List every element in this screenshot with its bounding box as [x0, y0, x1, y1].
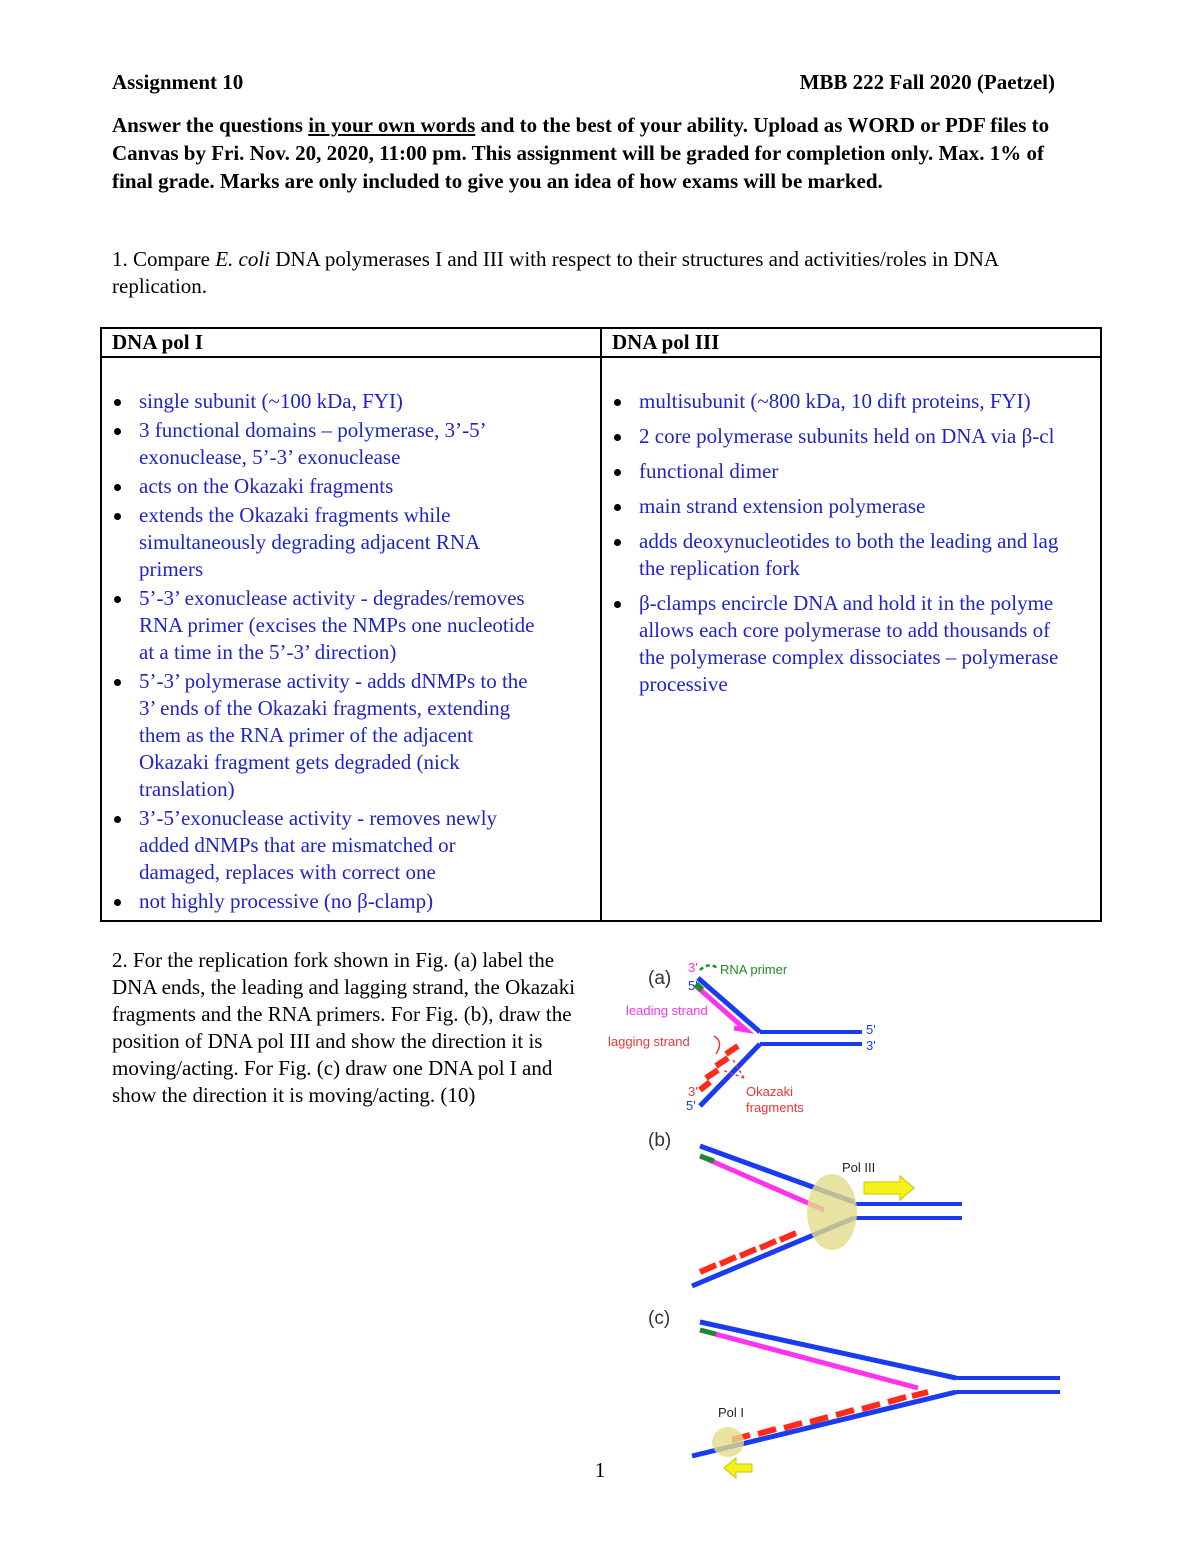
dna-strand [700, 1322, 956, 1378]
bullet-text: simultaneously degrading adjacent RNA [139, 530, 481, 554]
comparison-table [100, 327, 1102, 922]
bullet-dot-icon [114, 484, 121, 491]
instructions-part1: Answer the questions [112, 113, 309, 137]
okazaki-fragments-c [732, 1392, 928, 1440]
page-number: 1 [594, 1458, 606, 1482]
okazaki-fragments-b [700, 1233, 796, 1272]
replication-fork-figure [600, 950, 1080, 1490]
bullet-dot-icon [114, 816, 121, 823]
bullet-item [102, 888, 534, 915]
bullet-item-continued [102, 776, 534, 803]
bullet-item [102, 502, 534, 529]
bullet-text: RNA primer (excises the NMPs one nucleotide [139, 613, 535, 637]
end-5-bottom-a: 5' [686, 1098, 696, 1113]
bullet-item [602, 528, 1058, 555]
bullet-dot-icon [614, 539, 621, 546]
pol3-direction-arrow [864, 1176, 914, 1200]
assignment-title: Assignment 10 [112, 70, 244, 94]
rna-primer-label: RNA primer [720, 962, 788, 977]
panel-a-label: (a) [648, 968, 672, 989]
panel-a [608, 960, 876, 1115]
bullet-item-continued [102, 749, 534, 776]
bullet-item-continued [102, 529, 534, 556]
course-info: MBB 222 Fall 2020 (Paetzel) [799, 70, 1055, 94]
leading-strand-label: leading strand [626, 1003, 708, 1018]
bullet-text: processive [639, 672, 728, 696]
bullet-dot-icon [114, 399, 121, 406]
bullet-dot-icon [114, 596, 121, 603]
bullet-item-continued [102, 695, 534, 722]
bullet-text: not highly processive (no β-clamp) [139, 889, 434, 913]
pol1-list [102, 388, 534, 917]
bullet-text: main strand extension polymerase [639, 494, 926, 518]
bullet-text: translation) [139, 777, 235, 801]
bullet-text: extends the Okazaki fragments while [139, 503, 451, 527]
pol3-enzyme [807, 1174, 857, 1250]
bullet-text: single subunit (~100 kDa, FYI) [139, 389, 403, 413]
bullet-item-continued [102, 556, 534, 583]
bullet-item [602, 590, 1058, 617]
bullet-item [602, 493, 1058, 520]
leading-strand-line [700, 1330, 918, 1388]
okazaki-label-line2: fragments [746, 1100, 804, 1115]
end-5-right-a: 5' [866, 1022, 876, 1037]
end-5-top-a: 5' [688, 978, 698, 993]
bullet-dot-icon [614, 399, 621, 406]
pol1-enzyme [712, 1427, 744, 1457]
bullet-text: adds deoxynucleotides to both the leading and lag [639, 529, 1059, 553]
panel-b [648, 1130, 962, 1286]
bullet-text: damaged, replaces with correct one [139, 860, 436, 884]
question-1-prefix: 1. Compare [112, 247, 216, 271]
bullet-item [602, 423, 1058, 450]
bullet-item-continued [102, 612, 534, 639]
pol3-label: Pol III [842, 1160, 876, 1175]
bullet-dot-icon [614, 601, 621, 608]
end-3-top-a: 3' [688, 960, 698, 975]
bullet-dot-icon [614, 434, 621, 441]
bullet-item [602, 458, 1058, 485]
bullet-item-continued [102, 722, 534, 749]
bullet-item [102, 668, 534, 695]
bullet-item-continued [102, 832, 534, 859]
bullet-item-continued [602, 671, 1058, 698]
table-header-pol3: DNA pol III [601, 328, 1101, 357]
bullet-text: exonuclease, 5’-3’ exonuclease [139, 445, 401, 469]
bullet-dot-icon [114, 679, 121, 686]
instructions-underlined: in your own words [308, 113, 476, 137]
bullet-item-continued [602, 555, 1058, 582]
question-1-species: E. coli [215, 247, 271, 271]
bullet-item-continued [102, 444, 534, 471]
pol3-list [602, 388, 1058, 706]
bullet-text: β-clamps encircle DNA and hold it in the polyme [639, 591, 1054, 615]
bullet-item [102, 473, 534, 500]
question-2: 2. For the replication fork shown in Fig. (a) label the DNA ends, the leading and lagging strand, the Okazaki fragments and the RNA primers. For Fig. (b), draw the position of DNA pol III and show the direction it is moving/acting. For Fig. (c) draw one DNA pol I and show the direction it is moving/acting. (10) [112, 948, 576, 1107]
bullet-text: at a time in the 5’-3’ direction) [139, 640, 397, 664]
bullet-text: 3 functional domains – polymerase, 3’-5’ [139, 418, 487, 442]
question-1 [112, 246, 1072, 300]
bullet-text: 2 core polymerase subunits held on DNA via β-cl [639, 424, 1055, 448]
bullet-dot-icon [614, 504, 621, 511]
end-3-bottom-a: 3' [688, 1084, 698, 1099]
panel-c-label: (c) [648, 1308, 671, 1329]
instructions-part2: and to the best of your ability. Upload as WORD or PDF files to Canvas by Fri. Nov. 20, 2020, 11:00 pm. This assignment will be graded for completion only. Max. 1% of final grade. Marks are only included to give you an idea of how exams will be marked. [112, 113, 1050, 193]
bullet-text: functional dimer [639, 459, 779, 483]
bullet-text: them as the RNA primer of the adjacent [139, 723, 474, 747]
bullet-dot-icon [614, 469, 621, 476]
bullet-item-continued [102, 859, 534, 886]
pol1-label: Pol I [718, 1405, 745, 1420]
bullet-text: 3’ ends of the Okazaki fragments, extending [139, 696, 511, 720]
bullet-text: 5’-3’ exonuclease activity - degrades/removes [139, 586, 525, 610]
end-3-right-a: 3' [866, 1038, 876, 1053]
bullet-dot-icon [114, 899, 121, 906]
question-1-suffix: DNA polymerases I and III with respect to their structures and activities/roles in DNA replication. [112, 247, 998, 298]
bullet-item [102, 388, 534, 415]
bullet-dot-icon [114, 513, 121, 520]
bullet-text: multisubunit (~800 kDa, 10 dift proteins, FYI) [639, 389, 1031, 413]
bullet-text: allows each core polymerase to add thousands of [639, 618, 1051, 642]
pol3-cell [601, 357, 1101, 921]
instructions [112, 111, 1062, 195]
bullet-text: 5’-3’ polymerase activity - adds dNMPs to the [139, 669, 528, 693]
bullet-item [102, 805, 534, 832]
bullet-item-continued [602, 644, 1058, 671]
bullet-text: the replication fork [639, 556, 800, 580]
okazaki-label-line1: Okazaki [746, 1084, 793, 1099]
bullet-text: added dNMPs that are mismatched or [139, 833, 456, 857]
bullet-item [102, 585, 534, 612]
bullet-text: Okazaki fragment gets degraded (nick [139, 750, 460, 774]
pol1-cell [101, 357, 601, 921]
panel-c [648, 1308, 1060, 1478]
bullet-item [602, 388, 1058, 415]
bullet-dot-icon [114, 428, 121, 435]
lagging-strand-label: lagging strand [608, 1034, 690, 1049]
panel-b-label: (b) [648, 1130, 672, 1151]
bullet-text: acts on the Okazaki fragments [139, 474, 394, 498]
bullet-text: the polymerase complex dissociates – polymerase [639, 645, 1059, 669]
bullet-text: primers [139, 557, 204, 581]
table-header-pol1: DNA pol I [101, 328, 601, 357]
bullet-item-continued [602, 617, 1058, 644]
bullet-item [102, 417, 534, 444]
bullet-item-continued [102, 639, 534, 666]
bullet-text: 3’-5’exonuclease activity - removes newly [139, 806, 498, 830]
